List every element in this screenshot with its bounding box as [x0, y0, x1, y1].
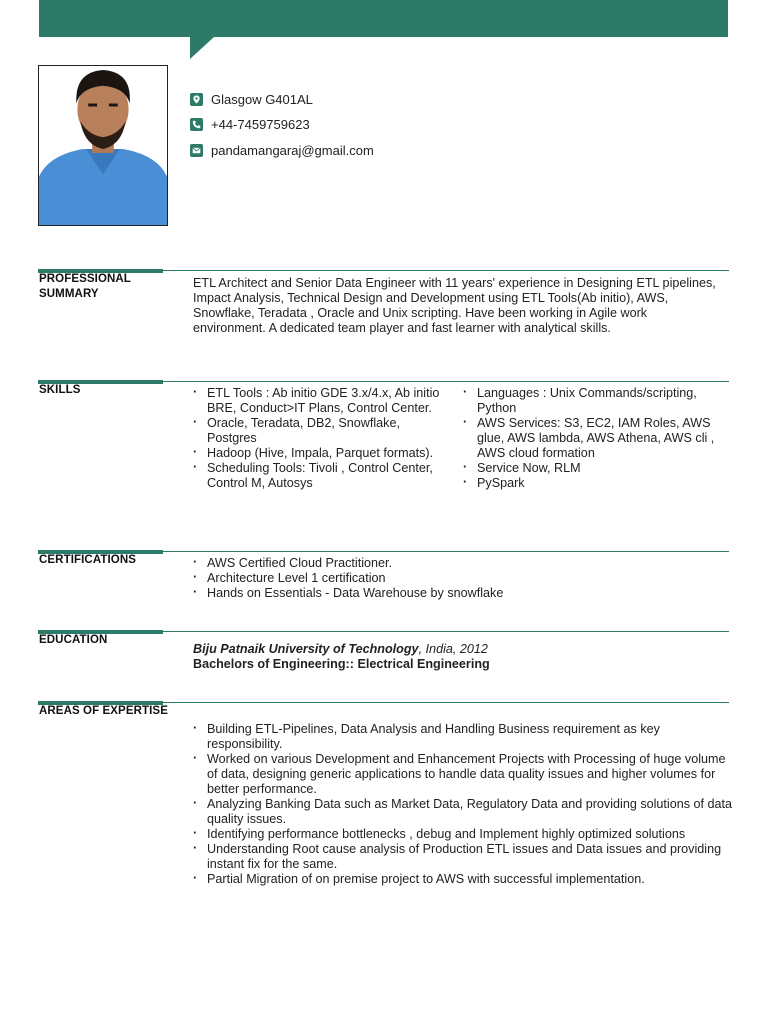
expertise-item: · Analyzing Banking Data such as Market Data, Regulatory Data and providing solutions of data quality issues.: [193, 797, 733, 827]
location-pin-icon: [190, 93, 203, 106]
phone-icon: [190, 118, 203, 131]
expertise-item: · Worked on various Development and Enhancement Projects with Processing of huge volume of data, designing generic applications to handle data quality issues and higher volumes for better performance.: [193, 752, 733, 797]
header-banner: [39, 0, 728, 37]
skills-section-rule: [163, 381, 729, 382]
phone-text: +44-7459759623: [211, 116, 310, 132]
summary-section-rule: [163, 270, 729, 271]
expertise-item: · Partial Migration of on premise project to AWS with successful implementation.: [193, 872, 733, 887]
certification-item: · AWS Certified Cloud Practitioner.: [193, 556, 723, 571]
skill-item: · Service Now, RLM: [463, 461, 738, 476]
skill-item: · Languages : Unix Commands/scripting, Python: [463, 386, 738, 416]
summary-title-line1: PROFESSIONAL: [39, 273, 131, 285]
education-section-rule: [163, 631, 729, 632]
certifications-section-title: CERTIFICATIONS: [39, 554, 137, 566]
education-section-title: EDUCATION: [39, 634, 108, 646]
skill-item: · ETL Tools : Ab initio GDE 3.x/4.x, Ab initio BRE, Conduct>IT Plans, Control Center.: [193, 386, 443, 416]
education-institution-line: [193, 642, 488, 657]
expertise-section-rule: [163, 702, 729, 703]
skills-list-left: [193, 386, 443, 491]
header-banner-notch: [190, 37, 214, 59]
expertise-item: · Building ETL-Pipelines, Data Analysis and Handling Business requirement as key responsibility.: [193, 722, 733, 752]
skill-item: · Scheduling Tools: Tivoli , Control Center, Control M, Autosys: [193, 461, 443, 491]
summary-text: ETL Architect and Senior Data Engineer with 11 years' experience in Designing ETL pipelines, Impact Analysis, Technical Design and Development using ETL Tools(Ab initio), AWS, Snowflake, Teradata , Oracle and Unix scripting. Have been working in Agile work environment. A dedicated team player and fast learner with analytical skills.: [193, 276, 716, 335]
skills-section-title: SKILLS: [39, 384, 81, 396]
certifications-section-rule: [163, 551, 729, 552]
certification-item: · Hands on Essentials - Data Warehouse by snowflake: [193, 586, 723, 601]
address-text: Glasgow G401AL: [211, 91, 313, 107]
certifications-list: [193, 556, 723, 601]
expertise-item: · Identifying performance bottlenecks , debug and Implement highly optimized solutions: [193, 827, 733, 842]
skill-item: · PySpark: [463, 476, 738, 491]
education-institution: Biju Patnaik University of Technology: [193, 642, 419, 656]
skill-item: · Hadoop (Hive, Impala, Parquet formats).: [193, 446, 443, 461]
email-link[interactable]: pandamangaraj@gmail.com: [211, 142, 374, 158]
envelope-icon: [190, 144, 203, 157]
profile-photo: [38, 65, 168, 226]
skills-list-right: [463, 386, 738, 491]
contact-phone: [190, 117, 310, 131]
education-degree: Bachelors of Engineering:: Electrical Engineering: [193, 657, 490, 671]
certification-item: · Architecture Level 1 certification: [193, 571, 723, 586]
education-location-year: , India, 2012: [418, 642, 488, 656]
skill-item: · AWS Services: S3, EC2, IAM Roles, AWS glue, AWS lambda, AWS Athena, AWS cli , AWS cloud formation: [463, 416, 738, 461]
skill-item: · Oracle, Teradata, DB2, Snowflake, Postgres: [193, 416, 443, 446]
expertise-item: · Understanding Root cause analysis of Production ETL issues and Data issues and providing instant fix for the same.: [193, 842, 733, 872]
summary-section-title: [39, 272, 131, 302]
summary-title-line2: SUMMARY: [39, 288, 99, 300]
contact-address: [190, 92, 313, 106]
expertise-list: [193, 722, 733, 887]
expertise-section-title: AREAS OF EXPERTISE: [39, 705, 168, 717]
contact-email: [190, 143, 374, 157]
